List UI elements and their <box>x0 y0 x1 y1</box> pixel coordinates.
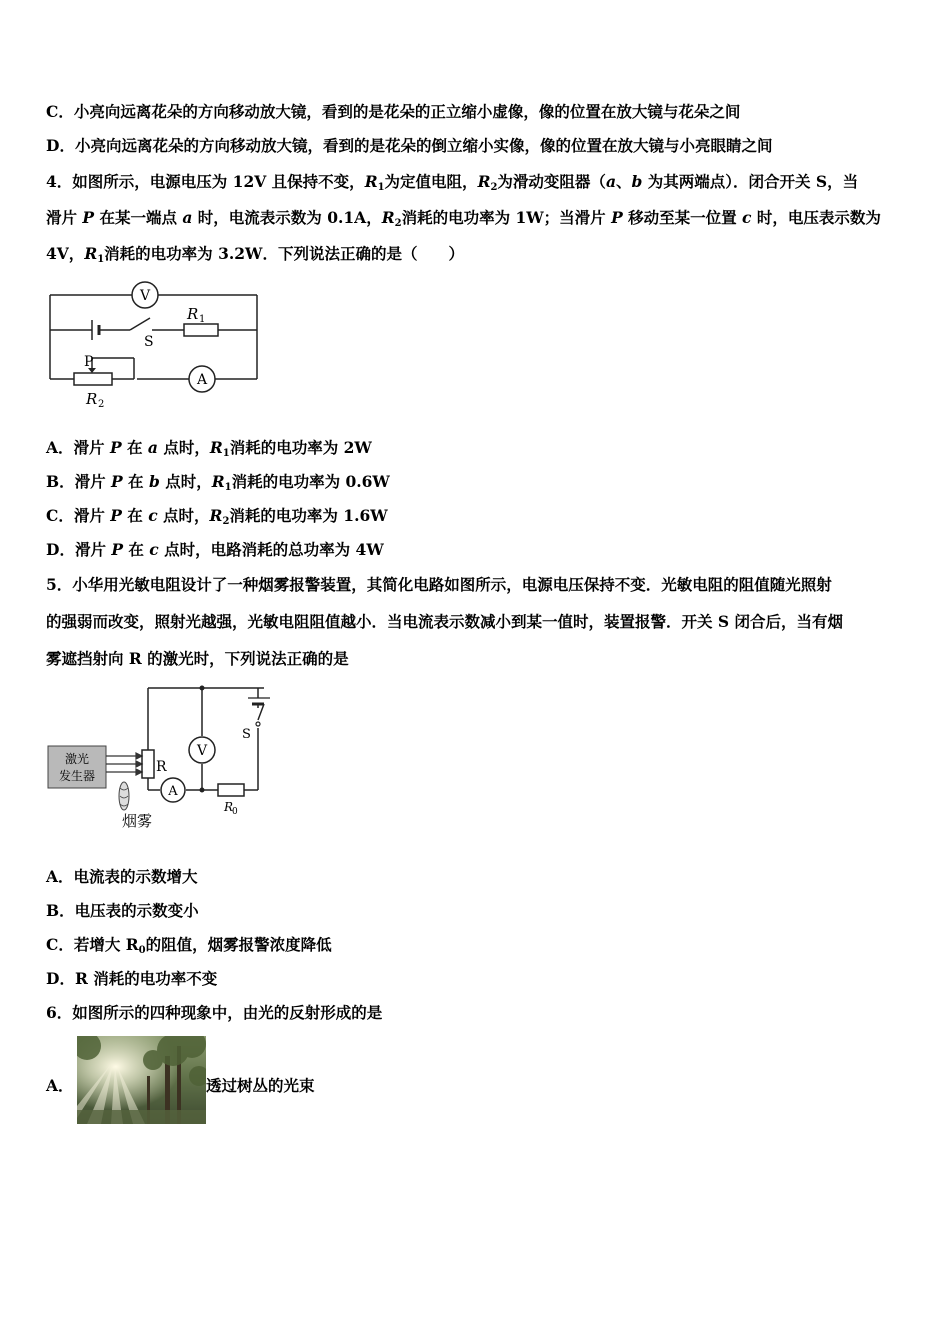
slider-label: P <box>84 354 94 370</box>
switch-label-2: S <box>242 727 251 742</box>
q4-stem-line3: 4V，$R_1$消耗的电功率为 3.2W．下列说法正确的是（ ） <box>46 244 464 265</box>
r0-sub: 0 <box>232 807 238 817</box>
q5-option-c: C．若增大 $R_0$的阻值，烟雾报警浓度降低 <box>46 935 332 956</box>
q6-option-a-text: 透过树丛的光束 <box>206 1076 315 1095</box>
q5-option-d: D．R 消耗的电功率不变 <box>46 969 218 988</box>
r2-label: R <box>86 390 98 408</box>
r2-sub: 2 <box>98 399 105 410</box>
q6-option-a-label: A． <box>46 1076 74 1095</box>
q4-stem-line2: 滑片 P 在某一端点 a 时，电流表示数为 0.1A，$R_2$消耗的电功率为 1W；当滑片 P 移动至某一位置 c 时，电压表示数为 <box>46 208 881 229</box>
q3-option-c: C．小亮向远离花朵的方向移动放大镜，看到的是花朵的正立缩小虚像，像的位置在放大镜与花朵之间 <box>46 102 741 121</box>
q5-stem-line1: 5．小华用光敏电阻设计了一种烟雾报警装置，其简化电路如图所示，电源电压保持不变．光敏电阻的阻值随光照射 <box>46 575 832 594</box>
r0-label: R <box>224 800 234 814</box>
q6-stem: 6．如图所示的四种现象中，由光的反射形成的是 <box>46 1003 383 1022</box>
q4-option-a: A．滑片 P 在 a 点时，$R_1$消耗的电功率为 2W <box>46 438 372 459</box>
q6-option-a-photo <box>77 1036 206 1124</box>
laser-label-2: 发生器 <box>58 769 96 783</box>
switch-label: S <box>144 334 154 350</box>
q5-circuit-diagram <box>44 684 282 832</box>
q4-option-c: C．滑片 P 在 c 点时，$R_2$消耗的电功率为 1.6W <box>46 506 388 527</box>
q4-option-d: D．滑片 P 在 c 点时，电路消耗的总功率为 4W <box>46 540 384 559</box>
voltmeter-label: V <box>139 288 151 304</box>
ammeter-label-2: A <box>168 784 178 799</box>
laser-label-1: 激光 <box>64 752 90 766</box>
q5-stem-line2: 的强弱而改变，照射光越强，光敏电阻阻值越小．当电流表示数减小到某一值时，装置报警．开关 S 闭合后，当有烟 <box>46 612 843 631</box>
q4-circuit-diagram <box>44 280 274 415</box>
photoresistor-label: R <box>156 759 167 775</box>
q5-option-b: B．电压表的示数变小 <box>46 901 199 920</box>
ammeter-label: A <box>196 372 208 388</box>
q4-stem-line1: 4．如图所示，电源电压为 12V 且保持不变，$R_1$为定值电阻，$R_2$为滑动变阻器（a、b 为其两端点）．闭合开关 S，当 <box>46 172 859 193</box>
r1-sub: 1 <box>199 314 206 325</box>
q3-option-d: D．小亮向远离花朵的方向移动放大镜，看到的是花朵的倒立缩小实像，像的位置在放大镜与小亮眼睛之间 <box>46 136 773 155</box>
q4-option-b: B．滑片 P 在 b 点时，$R_1$消耗的电功率为 0.6W <box>46 472 390 493</box>
smoke-label: 烟雾 <box>122 812 153 830</box>
r1-label: R <box>187 305 199 323</box>
q5-stem-line3: 雾遮挡射向 R 的激光时，下列说法正确的是 <box>46 649 349 668</box>
q5-option-a: A．电流表的示数增大 <box>46 867 198 886</box>
voltmeter-label-2: V <box>196 743 208 759</box>
